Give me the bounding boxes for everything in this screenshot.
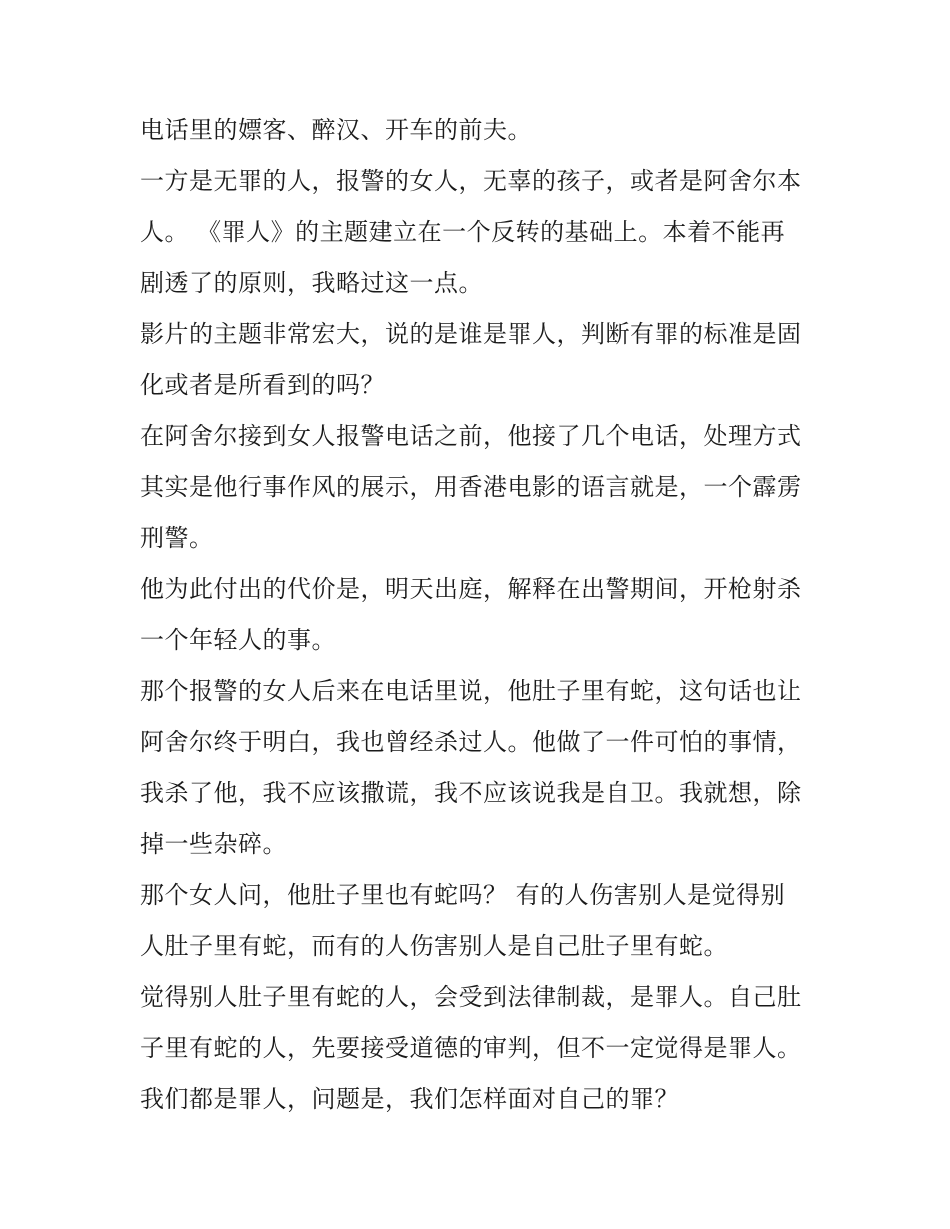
text-line-3: 人。 《罪人》的主题建立在一个反转的基础上。本着不能再 bbox=[140, 218, 786, 246]
document-body bbox=[140, 105, 830, 1125]
text-line-15: 掉一些杂碎。 bbox=[140, 830, 287, 858]
text-line-1: 电话里的嫖客、醉汉、开车的前夫。 bbox=[140, 116, 532, 144]
text-line-20: 我们都是罪人，问题是，我们怎样面对自己的罪？ bbox=[140, 1085, 679, 1113]
text-line-17: 人肚子里有蛇，而有的人伤害别人是自己肚子里有蛇。 bbox=[140, 932, 728, 960]
text-line-13: 阿舍尔终于明白，我也曾经杀过人。他做了一件可怕的事情， bbox=[140, 728, 802, 756]
text-line-12: 那个报警的女人后来在电话里说，他肚子里有蛇，这句话也让 bbox=[140, 677, 802, 705]
text-line-9: 刑警。 bbox=[140, 524, 214, 552]
text-line-14: 我杀了他，我不应该撒谎，我不应该说我是自卫。我就想，除 bbox=[140, 779, 802, 807]
text-line-8: 其实是他行事作风的展示，用香港电影的语言就是，一个霹雳 bbox=[140, 473, 802, 501]
text-line-7: 在阿舍尔接到女人报警电话之前，他接了几个电话，处理方式 bbox=[140, 422, 802, 450]
text-line-11: 一个年轻人的事。 bbox=[140, 626, 336, 654]
text-line-18: 觉得别人肚子里有蛇的人，会受到法律制裁，是罪人。自己肚 bbox=[140, 983, 802, 1011]
text-line-19: 子里有蛇的人，先要接受道德的审判，但不一定觉得是罪人。 bbox=[140, 1034, 802, 1062]
text-line-5: 影片的主题非常宏大，说的是谁是罪人，判断有罪的标准是固 bbox=[140, 320, 802, 348]
text-line-16: 那个女人问，他肚子里也有蛇吗？ 有的人伤害别人是觉得别 bbox=[140, 881, 786, 909]
text-line-6: 化或者是所看到的吗？ bbox=[140, 371, 385, 399]
text-line-10: 他为此付出的代价是，明天出庭，解释在出警期间，开枪射杀 bbox=[140, 575, 802, 603]
text-line-2: 一方是无罪的人，报警的女人，无辜的孩子，或者是阿舍尔本 bbox=[140, 167, 802, 195]
text-line-4: 剧透了的原则，我略过这一点。 bbox=[140, 269, 483, 297]
